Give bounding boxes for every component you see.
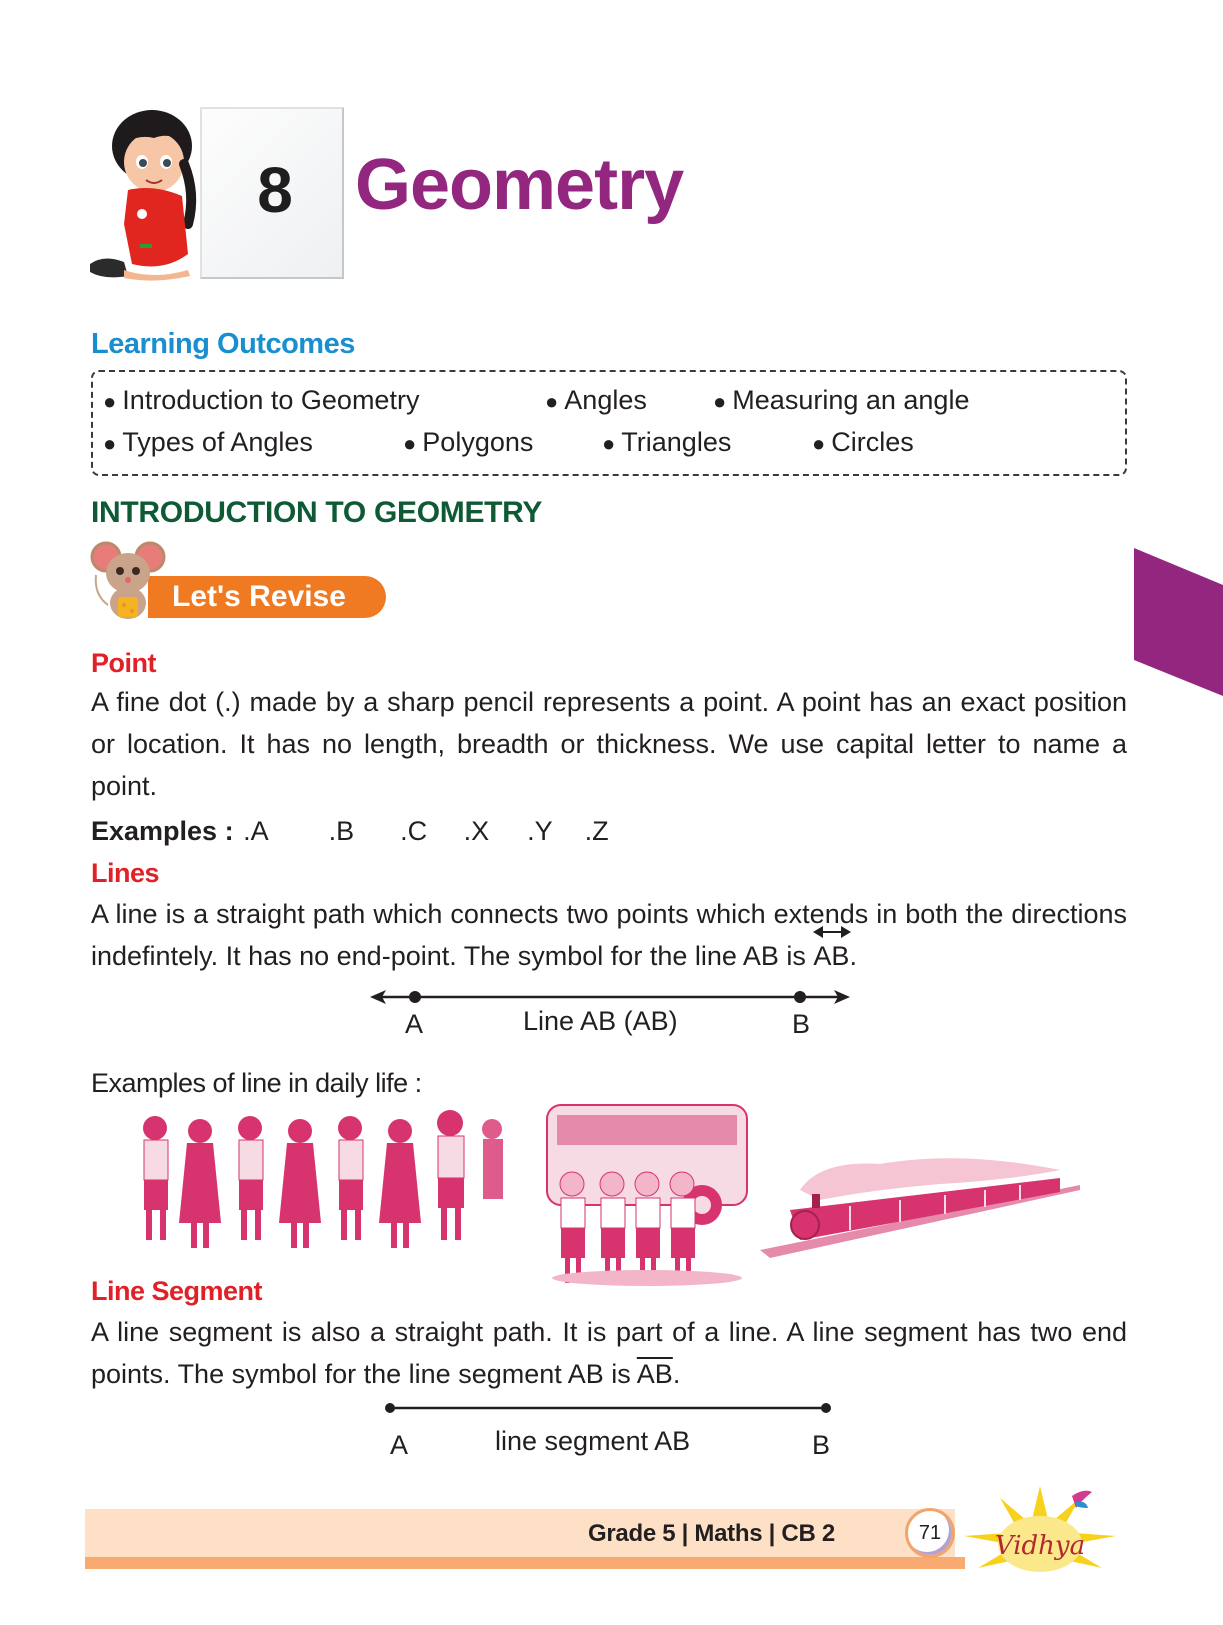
- bullet-icon: ●: [812, 431, 826, 456]
- chapter-side-tab: [1134, 548, 1223, 698]
- double-arrow-icon: [813, 925, 851, 939]
- lines-paragraph: A line is a straight path which connects two points which extends in both the directions indefintely. It has no end-point. The symbol for the line AB is AB.: [91, 893, 1127, 977]
- line-symbol: AB: [813, 935, 849, 977]
- page-number-badge: [905, 1508, 955, 1558]
- example-point: .Z: [584, 816, 609, 846]
- segment-caption: line segment AB: [495, 1426, 691, 1456]
- outcome-item: ● Types of Angles: [103, 427, 313, 457]
- lets-revise-label: Let's Revise: [172, 580, 346, 613]
- line-segment-ab-diagram: [384, 1400, 832, 1416]
- segment-point-a-label: A: [390, 1430, 409, 1460]
- svg-text:Vidhya: Vidhya: [994, 1531, 1086, 1561]
- mouse-mascot-icon: [88, 535, 168, 625]
- children-near-bus-illustration: [537, 1100, 757, 1290]
- footer-band-accent: [85, 1557, 965, 1569]
- example-point: .C: [400, 816, 428, 846]
- bullet-icon: ●: [713, 389, 727, 414]
- bullet-icon: ●: [103, 431, 117, 456]
- point-paragraph: A fine dot (.) made by a sharp pencil represents a point. A point has an exact position or location. It has no length, breadth or thickness. We use capital letter to name a point.: [91, 687, 1127, 801]
- section-heading: INTRODUCTION TO GEOMETRY: [91, 496, 543, 529]
- learning-outcomes-heading: Learning Outcomes: [91, 328, 355, 360]
- outcome-item: ● Introduction to Geometry: [103, 385, 420, 415]
- outcome-item: ● Angles: [545, 385, 647, 415]
- examples-label: Examples :: [91, 816, 234, 846]
- bullet-icon: ●: [103, 389, 117, 414]
- bullet-icon: ●: [545, 389, 559, 414]
- children-in-line-illustration: [130, 1108, 530, 1258]
- example-point: .B: [328, 816, 355, 846]
- chapter-title: Geometry: [355, 145, 684, 225]
- line-point-a-label: A: [405, 1009, 424, 1039]
- daily-life-label: Examples of line in daily life :: [91, 1068, 422, 1098]
- example-point: .Y: [527, 816, 553, 846]
- outcome-item: ● Polygons: [403, 427, 534, 457]
- example-point: .X: [463, 816, 490, 846]
- example-point: .A: [243, 816, 269, 846]
- girl-mascot-icon: [84, 104, 214, 282]
- footer-book-info: Grade 5 | Maths | CB 2: [588, 1520, 835, 1547]
- line-caption: Line AB (AB): [523, 1006, 678, 1036]
- chapter-number: 8: [257, 154, 293, 226]
- outcome-item: ● Measuring an angle: [713, 385, 970, 415]
- line-segment-paragraph: A line segment is also a straight path. It is part of a line. A line segment has two end points. The symbol for the line segment AB is $\overline{AB}$.: [91, 1317, 1127, 1389]
- segment-point-b-label: B: [812, 1430, 831, 1460]
- lines-heading: Lines: [91, 858, 160, 888]
- vidhya-logo-icon: [960, 1478, 1120, 1578]
- outcome-item: ● Triangles: [602, 427, 732, 457]
- point-examples: [91, 813, 609, 849]
- line-segment-heading: Line Segment: [91, 1276, 263, 1306]
- train-illustration: [760, 1140, 1090, 1260]
- bullet-icon: ●: [602, 431, 616, 456]
- point-heading: Point: [91, 648, 156, 678]
- line-point-b-label: B: [792, 1009, 811, 1039]
- bullet-icon: ●: [403, 431, 417, 456]
- page-number: 71: [918, 1522, 942, 1544]
- outcome-item: ● Circles: [812, 427, 914, 457]
- line-segment-symbol: $\overline{AB}$: [636, 1359, 673, 1389]
